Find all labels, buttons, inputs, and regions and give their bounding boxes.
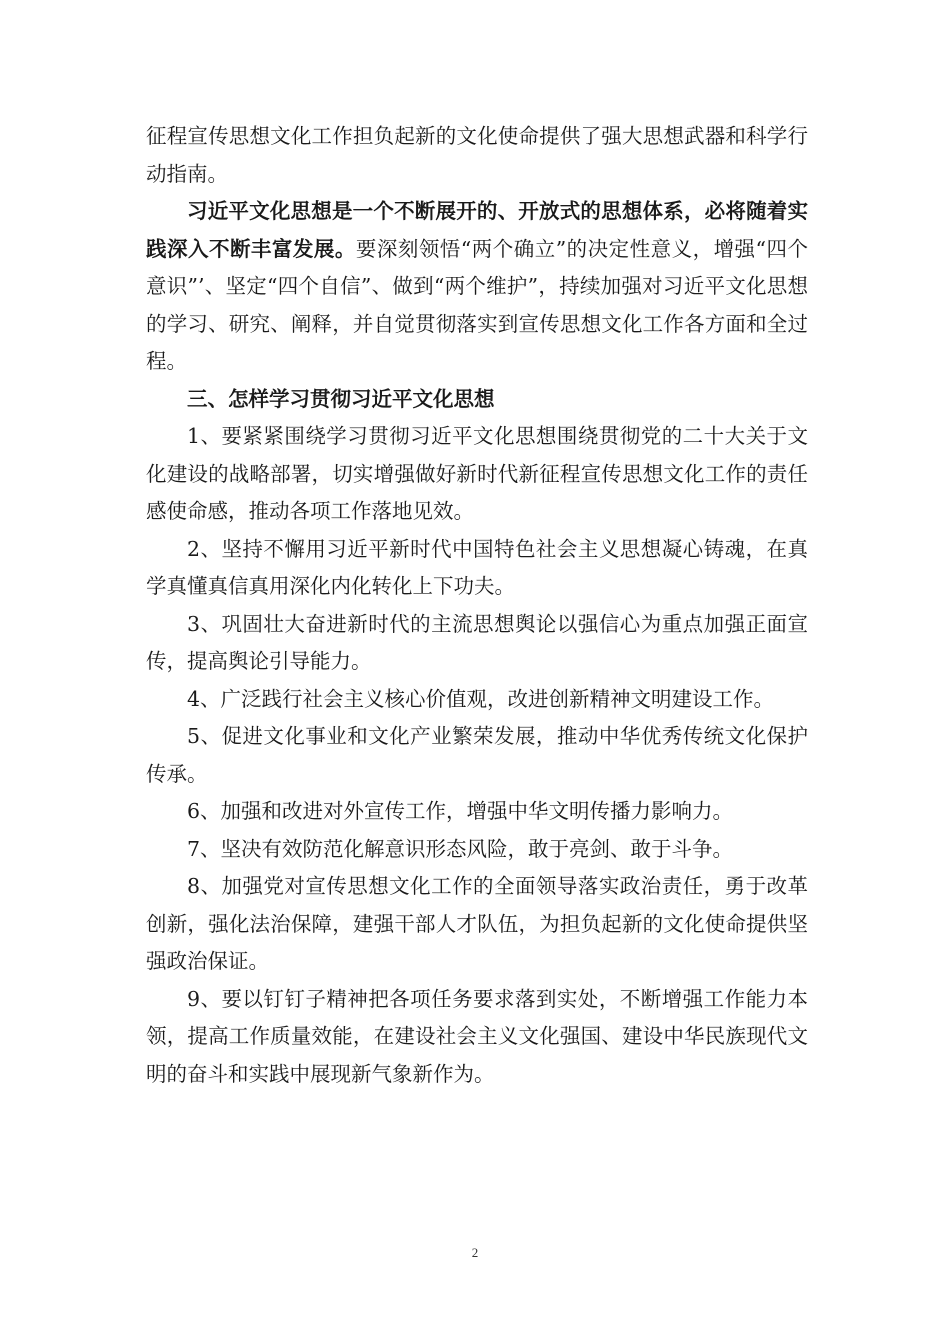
list-item-4: 4、广泛践行社会主义核心价值观，改进创新精神文明建设工作。: [187, 686, 775, 711]
list-item-5: 5、促进文化事业和文化产业繁荣发展，推动中华优秀传统文化保护传承。: [146, 724, 808, 786]
thought-system-bold-lead: 习近平文化思想是一个不断展开的、开放式的思想体系，必将随着实践深入不断丰富发展。: [146, 199, 808, 261]
list-item-2: 2、坚持不懈用习近平新时代中国特色社会主义思想凝心铸魂，在真学真懂真信真用深化内化转化上下功夫。: [146, 536, 808, 598]
thought-system-paragraph: [146, 193, 808, 381]
document-body: [146, 118, 808, 1093]
list-item-9: 9、要以钉钉子精神把各项任务要求落到实处，不断增强工作能力本领，提高工作质量效能，在建设社会主义文化强国、建设中华民族现代文明的奋斗和实践中展现新气象新作为。: [146, 986, 808, 1086]
list-item-7: 7、坚决有效防范化解意识形态风险，敢于亮剑、敢于斗争。: [187, 836, 734, 861]
section-heading: 三、怎样学习贯彻习近平文化思想: [187, 386, 495, 411]
list-item-6: 6、加强和改进对外宣传工作，增强中华文明传播力影响力。: [187, 799, 734, 823]
list-item-1: 1、要紧紧围绕学习贯彻习近平文化思想围绕贯彻党的二十大关于文化建设的战略部署，切实增强做好新时代新征程宣传思想文化工作的责任感使命感，推动各项工作落地见效。: [146, 424, 808, 523]
list-item-8: 8、加强党对宣传思想文化工作的全面领导落实政治责任，勇于改革创新，强化法治保障，建强干部人才队伍，为担负起新的文化使命提供坚强政治保证。: [146, 874, 808, 973]
continuation-paragraph: 征程宣传思想文化工作担负起新的文化使命提供了强大思想武器和科学行动指南。: [146, 124, 808, 186]
page-number: 2: [471, 1245, 479, 1260]
thought-system-body: 要深刻领悟“两个确立”的决定性意义，增强“四个意识”’、坚定“四个自信”、做到“两个维护”，持续加强对习近平文化思想的学习、研究、阐释，并自觉贯彻落实到宣传思想文化工作各方面和全过程。: [146, 236, 808, 373]
list-item-3: 3、巩固壮大奋进新时代的主流思想舆论以强信心为重点加强正面宣传，提高舆论引导能力。: [146, 611, 808, 673]
